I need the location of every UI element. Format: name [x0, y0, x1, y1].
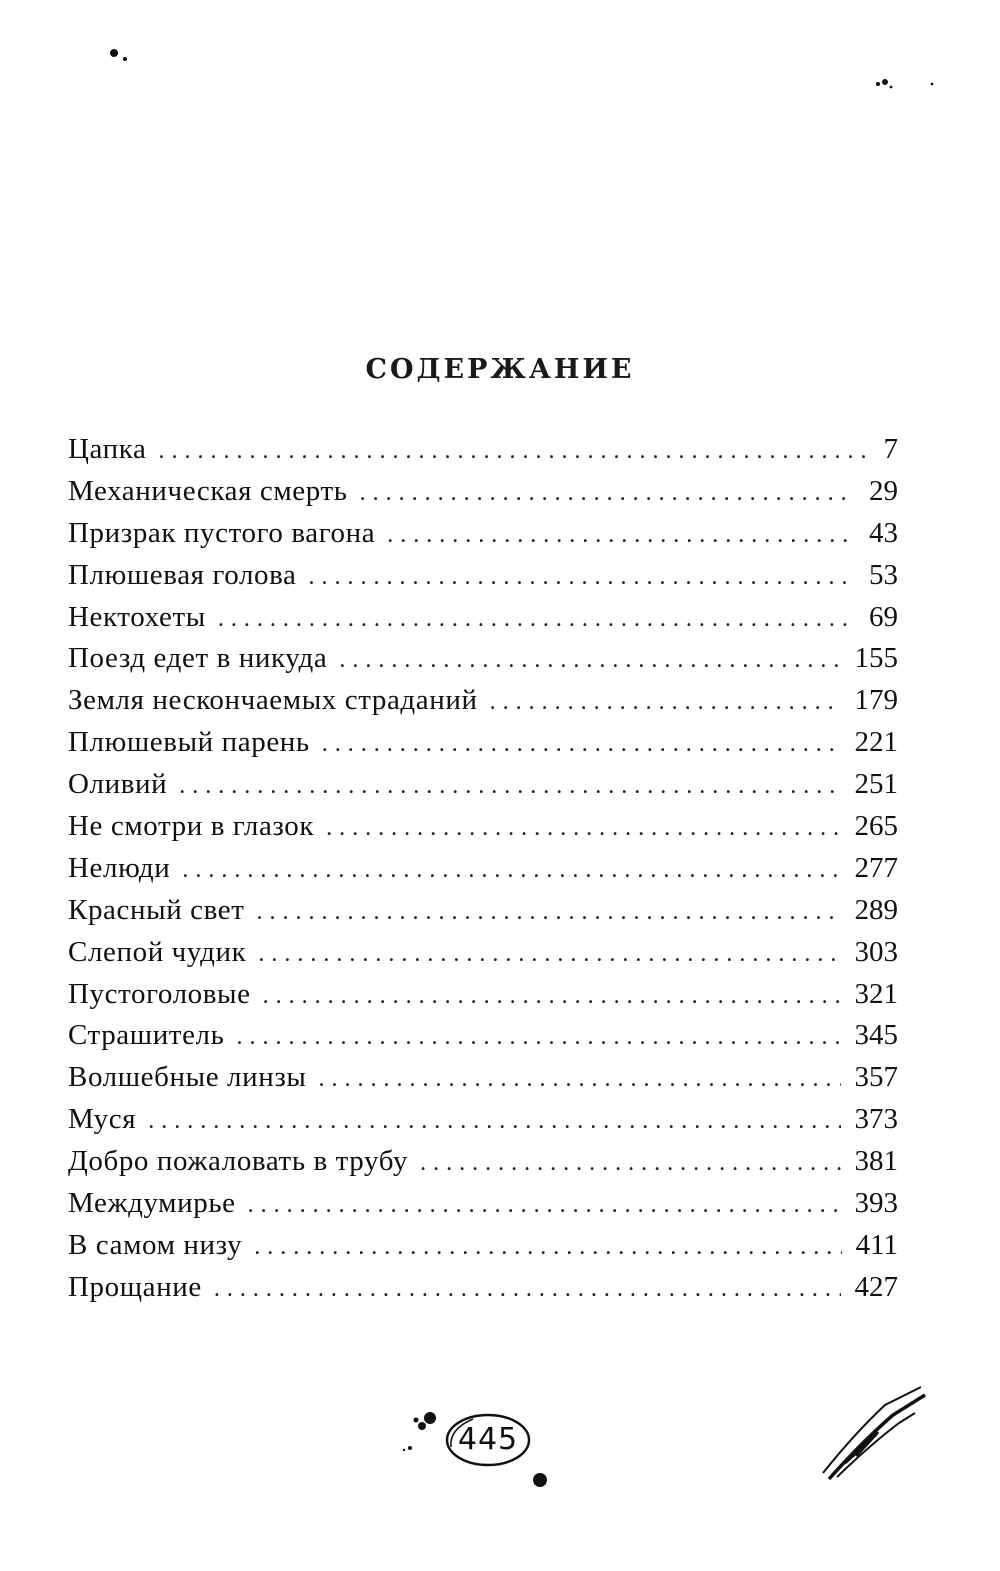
toc-entry	[68, 513, 898, 555]
toc-entry-page: 411	[855, 1228, 898, 1261]
toc-entry-page: 221	[854, 726, 898, 759]
ink-splatter-top-left	[105, 45, 135, 67]
ink-splatter-top-right	[868, 72, 938, 94]
toc-entry-title: Красный свет	[68, 893, 245, 926]
toc-entry-title: Поезд едет в никуда	[68, 642, 328, 675]
toc-entry-title: Добро пожаловать в трубу	[68, 1145, 409, 1178]
toc-entry-page: 265	[854, 810, 898, 843]
toc-entry	[68, 680, 898, 722]
toc-entry-title: Междумирье	[68, 1187, 236, 1220]
dot-leader	[236, 1017, 840, 1059]
toc-entry	[68, 890, 898, 932]
toc-entry-title: Оливий	[68, 768, 168, 801]
toc-entry	[68, 597, 898, 639]
toc-entry-page: 345	[854, 1019, 898, 1052]
page-number-badge	[443, 1411, 533, 1469]
dot-leader	[309, 557, 856, 599]
toc-entry-title: Страшитель	[68, 1019, 225, 1052]
dot-leader	[218, 599, 855, 641]
toc-entry-page: 179	[854, 684, 898, 717]
toc-entry	[68, 1015, 898, 1057]
toc-entry	[68, 1183, 898, 1225]
toc-entry-page: 303	[854, 935, 898, 968]
toc-entry-title: Прощание	[68, 1270, 202, 1303]
toc-entry-title: Плюшевый парень	[68, 726, 310, 759]
dot-leader	[148, 1101, 840, 1143]
dot-leader	[490, 682, 841, 724]
toc-entry-page: 43	[869, 516, 898, 549]
dot-leader	[263, 976, 841, 1018]
toc-entry	[68, 555, 898, 597]
toc-entry-page: 427	[854, 1270, 898, 1303]
table-of-contents	[68, 429, 898, 1309]
toc-entry	[68, 1057, 898, 1099]
dot-leader	[387, 515, 855, 557]
toc-entry	[68, 1141, 898, 1183]
toc-entry-title: Земля нескончаемых страданий	[68, 684, 478, 717]
dot-leader	[420, 1143, 840, 1185]
toc-entry-title: Слепой чудик	[68, 935, 247, 968]
toc-entry-page: 29	[869, 474, 898, 507]
dot-leader	[360, 473, 855, 515]
toc-entry	[68, 429, 898, 471]
toc-entry-page: 251	[854, 768, 898, 801]
toc-entry	[68, 764, 898, 806]
dot-leader	[339, 640, 840, 682]
toc-entry	[68, 932, 898, 974]
dot-leader	[322, 724, 841, 766]
toc-entry-page: 289	[854, 893, 898, 926]
toc-entry-title: Нектохеты	[68, 600, 206, 633]
dot-leader	[257, 892, 841, 934]
dot-leader	[318, 1059, 840, 1101]
claw-scratch-mark	[815, 1383, 930, 1483]
dot-leader	[214, 1269, 841, 1311]
toc-entry-title: Механическая смерть	[68, 474, 348, 507]
toc-entry-title: Призрак пустого вагона	[68, 516, 376, 549]
toc-entry-page: 393	[854, 1187, 898, 1220]
toc-entry-page: 321	[854, 977, 898, 1010]
toc-entry-title: Не смотри в глазок	[68, 810, 315, 843]
toc-entry	[68, 848, 898, 890]
toc-entry-page: 277	[854, 851, 898, 884]
toc-entry-title: Нелюди	[68, 851, 171, 884]
toc-entry	[68, 1225, 898, 1267]
page-number: 445	[457, 1422, 519, 1457]
toc-entry-page: 357	[854, 1061, 898, 1094]
toc-entry-title: Плюшевая голова	[68, 558, 297, 591]
toc-entry	[68, 806, 898, 848]
dot-leader	[326, 808, 840, 850]
dot-leader	[158, 431, 869, 473]
dot-leader	[179, 766, 840, 808]
toc-entry	[68, 1267, 898, 1309]
toc-entry	[68, 722, 898, 764]
toc-entry-page: 7	[883, 433, 898, 465]
toc-entry-page: 69	[869, 600, 898, 633]
toc-entry-page: 155	[854, 642, 898, 675]
dot-leader	[258, 934, 840, 976]
dot-leader	[182, 850, 840, 892]
toc-entry-title: Пустоголовые	[68, 977, 251, 1010]
toc-entry-page: 373	[854, 1103, 898, 1136]
dot-leader	[254, 1227, 841, 1269]
dot-leader	[248, 1185, 841, 1227]
toc-entry	[68, 974, 898, 1016]
toc-entry-page: 53	[869, 558, 898, 591]
toc-entry-title: Цапка	[68, 433, 147, 465]
toc-entry-title: Волшебные линзы	[68, 1061, 307, 1094]
toc-entry	[68, 471, 898, 513]
toc-entry-title: В самом низу	[68, 1228, 243, 1261]
toc-entry-title: Муся	[68, 1103, 137, 1136]
toc-entry	[68, 1099, 898, 1141]
toc-entry-page: 381	[854, 1145, 898, 1178]
page-title: СОДЕРЖАНИЕ	[365, 354, 635, 386]
toc-entry	[68, 638, 898, 680]
